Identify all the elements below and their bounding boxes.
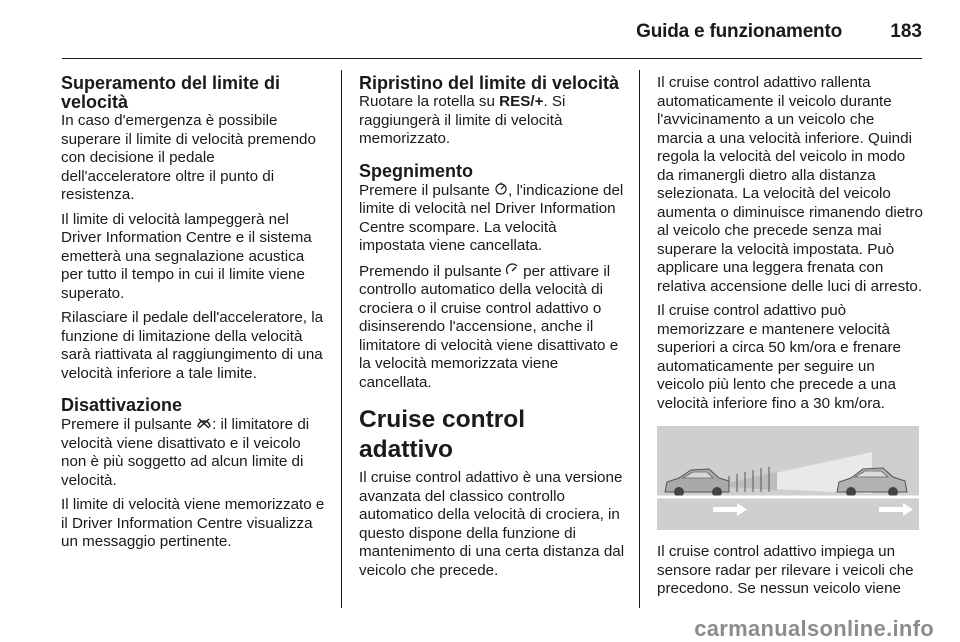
- section-heading: Superamento del limite di velocità: [61, 73, 281, 112]
- paragraph: Il cruise control adattivo rallenta automaticamente il veicolo durante l'avvicinamento a un veicolo che marcia a una velocità inferiore. Quindi regola la velocità del veicolo in modo da rimanergli dietro alla distanza selezionata. La velocità del veicolo aumenta o diminuisce rimanendo dietro al veicolo che precede senza mai superare la velocità impostata. Può applicare una leggera frenata con relativa accensione delle luci di arresto.: [657, 74, 923, 295]
- column-divider: [639, 70, 640, 608]
- radar-illustration: [657, 426, 919, 530]
- cruise-on-off-icon: [494, 181, 508, 200]
- paragraph: Il limite di velocità lampeggerà nel Driver Information Centre e il sistema emetterà una segnalazione acustica per tutto il tempo in cui il limite viene superato.: [61, 210, 312, 302]
- section-restore-limit: [359, 74, 625, 149]
- section-heading: Ripristino del limite di velocità: [359, 73, 620, 93]
- section-heading: Disattivazione: [61, 395, 183, 415]
- bold-text: RES/+: [499, 93, 544, 110]
- paragraph: Rilasciare il pedale dell'acceleratore, la funzione di limitazione della velocità sarà riattivata al raggiungimento di una velocità inferiore a tale limite.: [61, 309, 324, 382]
- paragraph: In caso d'emergenza è possibile superare il limite di velocità premendo con decisione il pedale dell'acceleratore oltre il punto di resistenza.: [61, 112, 316, 203]
- section-switch-off: [359, 162, 625, 393]
- watermark: carmanualsonline.info: [694, 616, 934, 641]
- header-title: Guida e funzionamento: [636, 21, 842, 42]
- header-rule: [62, 58, 922, 59]
- column-right: [657, 74, 923, 605]
- paragraph: Il cruise control adattivo può memorizzare e mantenere velocità superiori a circa 50 km/ora e frenare automaticamente per seguire un veicolo più lento che precede a una velocità inferiore fino a 30 km/ora.: [657, 302, 901, 412]
- section-heading: Spegnimento: [359, 160, 474, 181]
- text: Ruotare la rotella su: [359, 93, 500, 110]
- text: , l'indicazione del limite di velocità nel Driver Information Centre scompare. La velocità impostata viene cancellata.: [359, 181, 624, 254]
- paragraph: [359, 262, 625, 393]
- paragraph: [61, 415, 327, 490]
- page-number: 183: [890, 21, 922, 42]
- column-left: [61, 74, 327, 565]
- text: Premere il pulsante: [359, 181, 495, 199]
- cruise-activate-icon: [506, 262, 519, 281]
- paragraph: [359, 181, 625, 256]
- text: Premendo il pulsante: [359, 262, 506, 280]
- paragraph: [359, 93, 625, 149]
- text: : il limitatore di velocità viene disattivato e il veicolo non è più soggetto ad alcun limite di velocità.: [61, 416, 310, 489]
- column-middle: [359, 74, 625, 586]
- text: . Si raggiungerà il limite di velocità memorizzato.: [359, 93, 566, 147]
- text: Premere il pulsante: [61, 416, 197, 433]
- page-header: [0, 0, 960, 60]
- paragraph: Il cruise control adattivo impiega un sensore radar per rilevare i veicoli che precedono. Se nessun veicolo viene: [657, 543, 914, 597]
- column-divider: [341, 70, 342, 608]
- radar-illustration-graphic: [657, 426, 919, 530]
- paragraph: Il limite di velocità viene memorizzato e il Driver Information Centre visualizza un messaggio pertinente.: [61, 496, 325, 550]
- paragraph: Il cruise control adattivo è una versione avanzata del classico controllo automatico della velocità di crociera, in questo dispone della funzione di mantenimento di una certa distanza dal veicolo che precede.: [359, 469, 625, 579]
- section-deactivation: [61, 396, 327, 552]
- section-speed-limit-override: [61, 74, 327, 383]
- chapter-heading: Cruise control adattivo: [359, 406, 526, 463]
- text: per attivare il controllo automatico della velocità di crociera o il cruise control adattivo o disinserendo l'accensione, anche il limitatore di velocità viene disattivato e la velocità memorizzata viene cancellata.: [359, 262, 619, 391]
- speed-limiter-off-icon: [196, 415, 212, 434]
